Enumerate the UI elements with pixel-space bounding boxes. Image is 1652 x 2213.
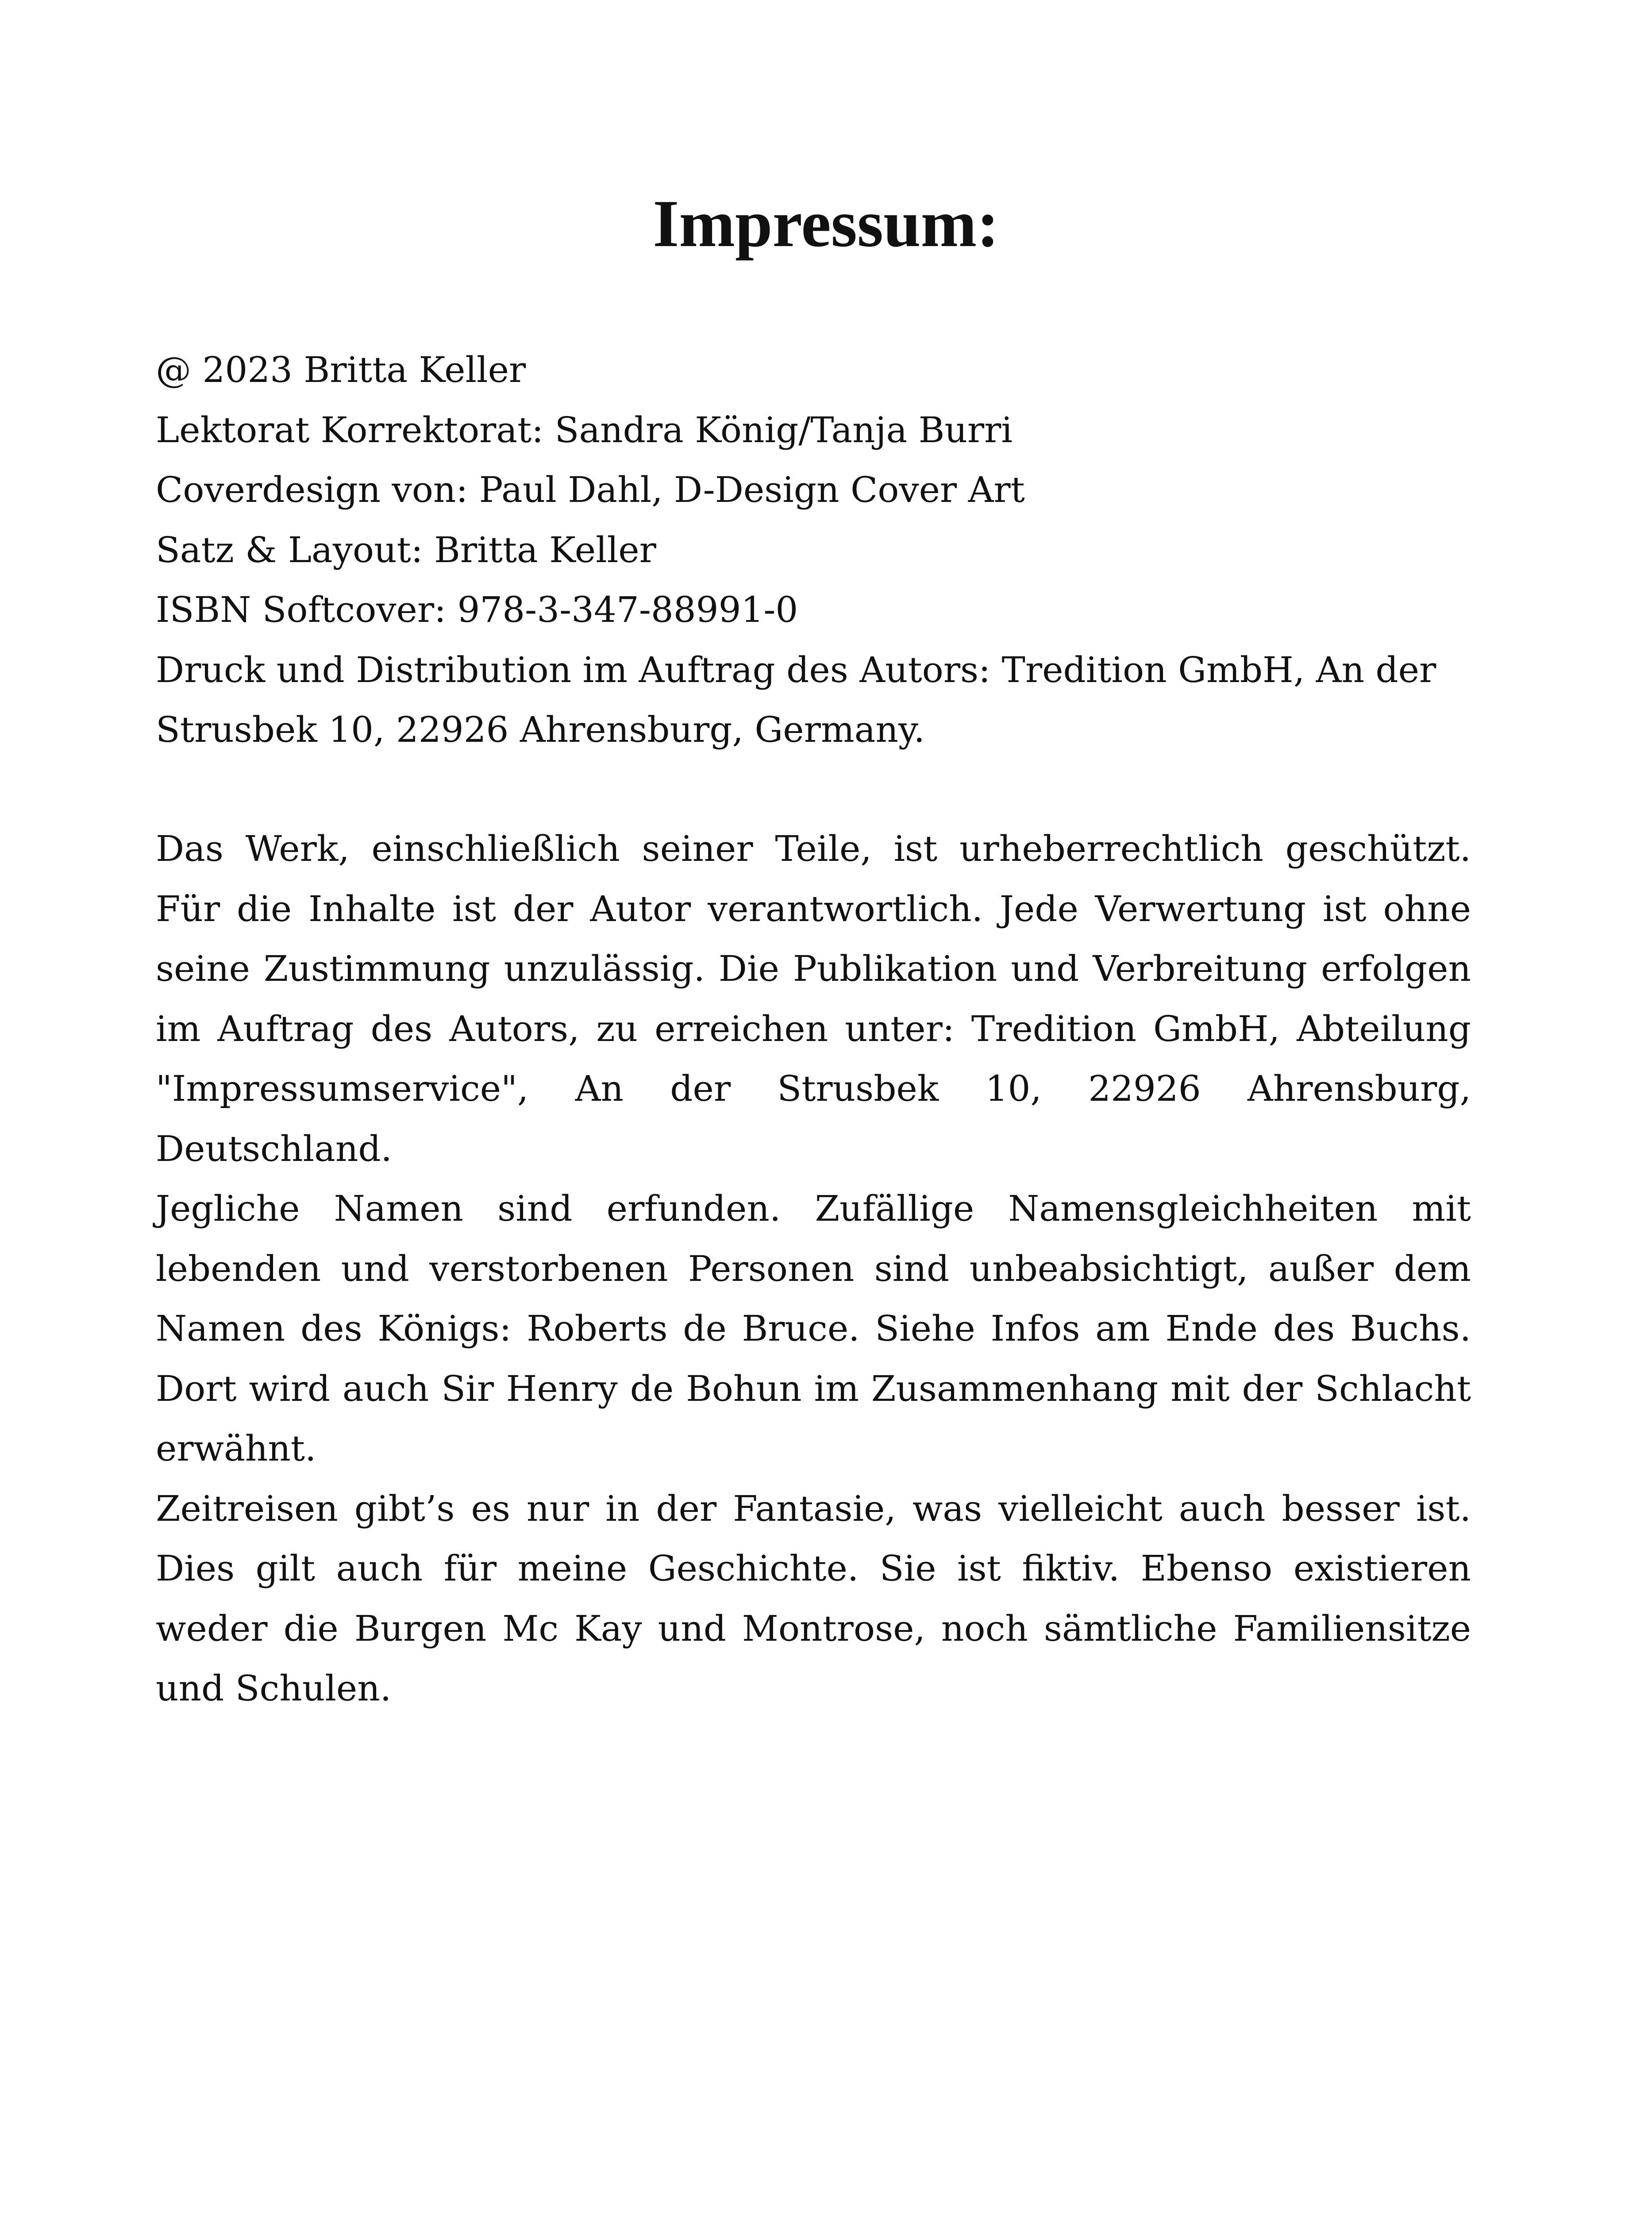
legal-notice	[156, 819, 1471, 1719]
fiction-disclaimer-paragraph: Zeitreisen gibt’s es nur in der Fantasie, was vielleicht auch besser ist. Dies gilt auch für meine Geschichte. Sie ist fiktiv. Ebenso existieren weder die Burgen Mc Kay und Montrose, noch sämtliche Familiensitze und Schulen.	[156, 1488, 1471, 1709]
page-title: Impressum:	[653, 186, 999, 261]
copyright-line: @ 2023 Britta Keller	[156, 349, 526, 390]
publication-details	[156, 340, 1466, 760]
editing-credit-line: Lektorat Korrektorat: Sandra König/Tanja Burri	[156, 409, 1013, 451]
copyright-paragraph: Das Werk, einschließlich seiner Teile, ist urheberrechtlich geschützt. Für die Inhalte ist der Autor verantwortlich. Jede Verwertung ist ohne seine Zustimmung unzulässig. Die Publikation und Verbreitung erfolgen im Auftrag des Autors, zu erreichen unter: Tredition GmbH, Abteilung "Impressumservice", An der Strusbek 10, 22926 Ahrensburg, Deutschland.	[156, 828, 1471, 1169]
printing-distribution-line: Druck und Distribution im Auftrag des Autors: Tredition GmbH, An der	[156, 649, 1436, 690]
cover-design-credit-line: Coverdesign von: Paul Dahl, D-Design Cover Art	[156, 469, 1025, 510]
isbn-line: ISBN Softcover: 978-3-347-88991-0	[156, 589, 798, 630]
names-disclaimer-paragraph: Jegliche Namen sind erfunden. Zufällige Namensgleichheiten mit lebenden und verstorbenen Personen sind unbeabsichtigt, außer dem Namen des Königs: Roberts de Bruce. Siehe Infos am Ende des Buchs. Dort wird auch Sir Henry de Bohun im Zusammenhang mit der Schlacht erwähnt.	[156, 1188, 1471, 1469]
typesetting-credit-line: Satz & Layout: Britta Keller	[156, 529, 656, 571]
printing-address-line: Strusbek 10, 22926 Ahrensburg, Germany.	[156, 709, 925, 750]
